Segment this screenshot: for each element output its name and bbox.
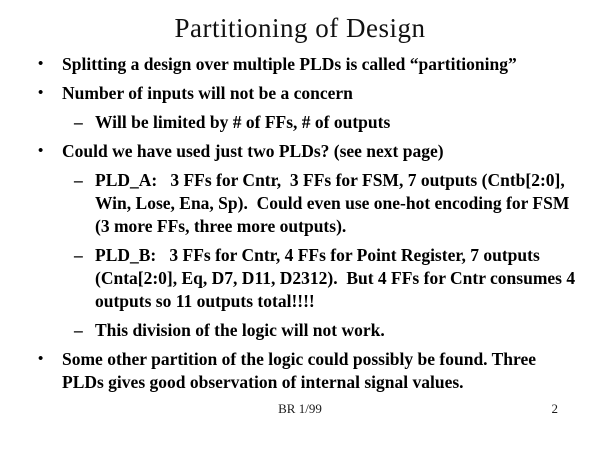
bullet-text: PLD_A: 3 FFs for Cntr, 3 FFs for FSM, 7 outputs (Cntb[2:0], Win, Lose, Ena, Sp). Could even use one-hot encoding for FSM (3 more FFs, three more outputs).	[95, 170, 574, 236]
bullet-marker: •	[38, 56, 44, 72]
page-number: 2	[551, 401, 558, 416]
bullet-marker: •	[38, 351, 44, 367]
bullet-text: Will be limited by # of FFs, # of outputs	[95, 112, 391, 132]
sub-bullet-item	[74, 319, 582, 342]
slide-body	[0, 53, 600, 394]
slide-title: Partitioning of Design	[174, 13, 426, 43]
bullet-item	[38, 140, 582, 163]
bullet-text: Number of inputs will not be a concern	[62, 83, 353, 103]
bullet-item	[38, 53, 582, 76]
bullet-marker: •	[38, 143, 44, 159]
dash-marker: –	[74, 320, 83, 340]
dash-marker: –	[74, 112, 83, 132]
bullet-marker: •	[38, 85, 44, 101]
bullet-text: Some other partition of the logic could possibly be found. Three PLDs gives good observation of internal signal values.	[62, 349, 541, 392]
bullet-item	[38, 82, 582, 105]
dash-marker: –	[74, 170, 83, 190]
bullet-text: Could we have used just two PLDs? (see next page)	[62, 141, 444, 161]
bullet-text: This division of the logic will not work.	[95, 320, 385, 340]
sub-bullet-item	[74, 244, 582, 313]
bullet-text: PLD_B: 3 FFs for Cntr, 4 FFs for Point Register, 7 outputs (Cnta[2:0], Eq, D7, D11, D2312). But 4 FFs for Cntr consumes 4 outputs so 11 outputs total!!!!	[95, 245, 580, 311]
sub-bullet-item	[74, 169, 582, 238]
sub-bullet-item	[74, 111, 582, 134]
bullet-text: Splitting a design over multiple PLDs is called “partitioning”	[62, 54, 517, 74]
footer-text: BR 1/99	[278, 401, 322, 416]
dash-marker: –	[74, 245, 83, 265]
bullet-item	[38, 348, 582, 394]
